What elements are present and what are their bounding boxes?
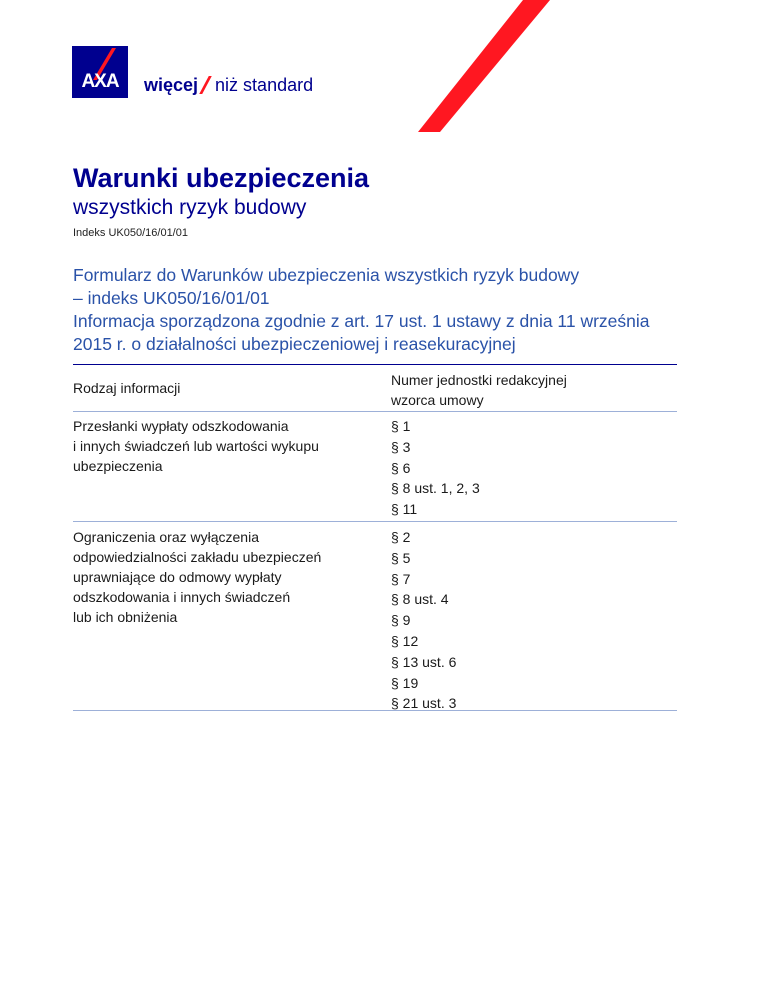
paragraph-ref: § 8 ust. 4 (391, 591, 449, 608)
form-title-line: Informacja sporządzona zgodnie z art. 17 ust. 1 ustawy z dnia 11 września (73, 311, 650, 331)
table-header-right (391, 370, 671, 410)
table-row-rule (73, 521, 677, 522)
header-label: Rodzaj informacji (73, 380, 181, 396)
row-label-line: odpowiedzialności zakładu ubezpieczeń (73, 549, 322, 565)
table-row-2-label (73, 527, 363, 627)
paragraph-ref: § 11 (391, 501, 418, 518)
paragraph-ref: § 19 (391, 674, 419, 691)
tagline-slash (199, 76, 212, 94)
row-label-line: i innych świadczeń lub wartości wykupu (73, 438, 319, 454)
paragraph-ref: § 5 (391, 549, 411, 566)
axa-logo (72, 46, 128, 98)
header-label-line: wzorca umowy (391, 392, 484, 408)
paragraph-ref: § 2 (391, 529, 411, 545)
form-title-line: – indeks UK050/16/01/01 (73, 288, 270, 308)
table-top-rule (73, 364, 677, 365)
header-label-line: Numer jednostki redakcyjnej (391, 372, 567, 388)
row-label-line: Ograniczenia oraz wyłączenia (73, 529, 259, 545)
paragraph-ref: § 21 ust. 3 (391, 695, 457, 712)
form-title-line: Formularz do Warunków ubezpieczenia wszystkich ryzyk budowy (73, 265, 580, 285)
table-bottom-rule (73, 710, 677, 711)
document-subtitle: wszystkich ryzyk budowy (73, 196, 307, 219)
row-label-line: uprawniające do odmowy wypłaty (73, 569, 282, 585)
table-header-left (73, 378, 363, 398)
paragraph-ref: § 6 (391, 459, 411, 476)
paragraph-ref: § 3 (391, 438, 411, 455)
document-title: Warunki ubezpieczenia (73, 163, 370, 193)
table-row-1-label (73, 416, 363, 476)
paragraph-ref: § 1 (391, 418, 411, 434)
tagline-rest: niż standard (215, 75, 314, 95)
paragraph-ref: § 12 (391, 632, 419, 649)
table-row-2-paragraphs (391, 527, 671, 714)
table-header-rule (73, 411, 677, 412)
paragraph-ref: § 9 (391, 612, 411, 629)
brand-tagline (144, 74, 313, 96)
row-label-line: Przesłanki wypłaty odszkodowania (73, 418, 289, 434)
document-index: Indeks UK050/16/01/01 (73, 227, 188, 239)
form-title-line: 2015 r. o działalności ubezpieczeniowej i reasekuracyjnej (73, 334, 516, 354)
paragraph-ref: § 8 ust. 1, 2, 3 (391, 480, 480, 497)
row-label-line: lub ich obniżenia (73, 609, 178, 625)
paragraph-ref: § 7 (391, 570, 411, 587)
table-row-1-paragraphs (391, 416, 671, 520)
form-title (73, 264, 713, 356)
row-label-line: ubezpieczenia (73, 458, 163, 474)
row-label-line: odszkodowania i innych świadczeń (73, 589, 291, 605)
axa-logo-text: AXA (81, 71, 119, 92)
paragraph-ref: § 13 ust. 6 (391, 653, 457, 670)
tagline-bold: więcej (144, 75, 199, 95)
